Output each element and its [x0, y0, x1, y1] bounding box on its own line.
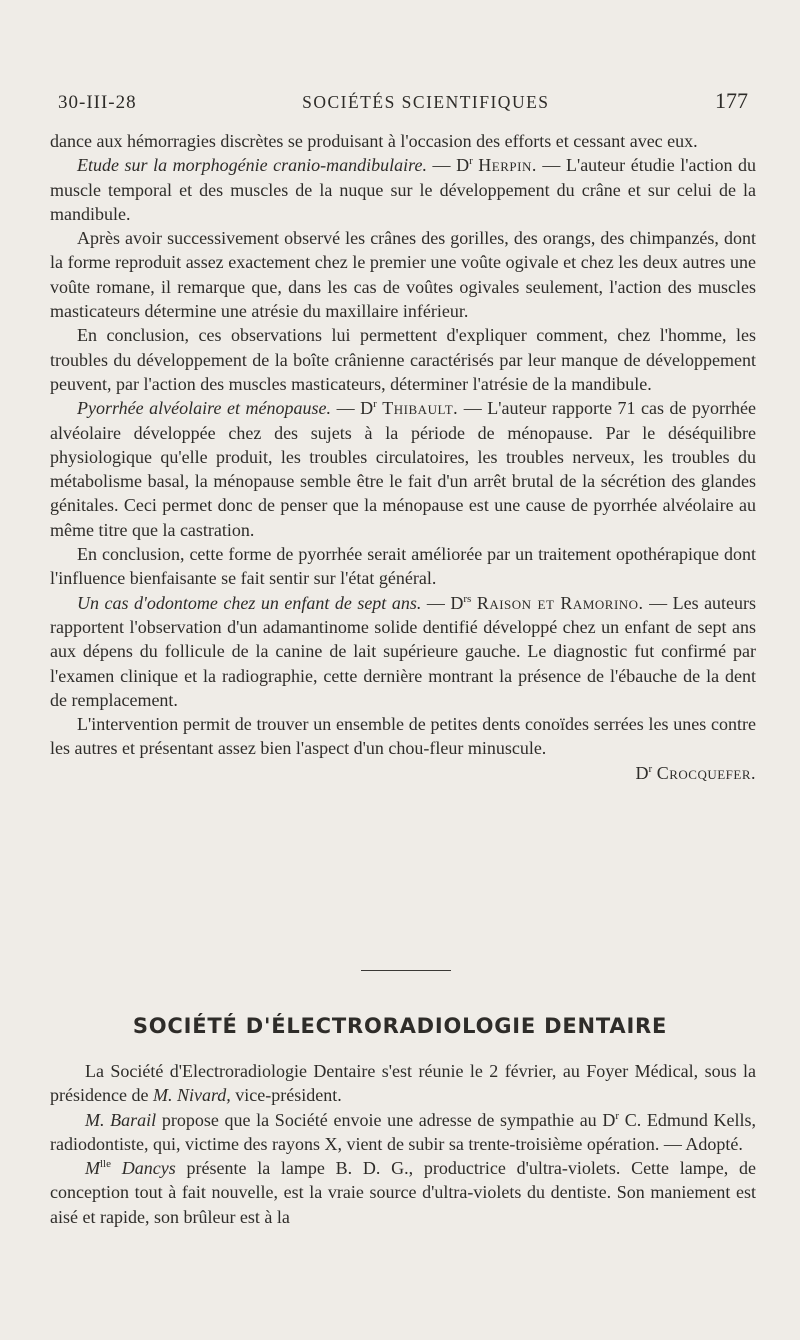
article-title: Un cas d'odontome chez un enfant de sept ans. — [77, 592, 422, 613]
article-paragraph: Après avoir successivement observé les crânes des gorilles, des orangs, des chimpanzés, dont la forme reproduit assez exactement chez le premier une voûte ogivale et chez les deux autres une voûte romane, il remarque que, dans les cas de voûtes ogivales seulement, l'action des muscles masticateurs détermine une atrésie du maxillaire inférieur. — [50, 228, 756, 322]
section-paragraph: M. Barail propose que la Société envoie une adresse de sympathie au $D^r$ C. Edmund Kells, radiodontiste, qui, victime des rayons X, vient de subir sa trente-troisième opération. — Adopté. — [50, 1109, 757, 1154]
article-paragraph: L'intervention permit de trouver un ensemble de petites dents conoïdes serrées les unes contre les autres et présentant assez bien l'aspect d'un chou-fleur minuscule. — [50, 714, 756, 759]
article-heading: Un cas d'odontome chez un enfant de sept ans. — $D^{rs}$ Raison et Ramorino. — Les auteurs rapportent l'observation d'un adamantinome solide dentifié développé chez un enfant de sept ans aux dépens du follicule de la canine de lait supérieure gauche. Le diagnostic fut confirmé par l'examen clinique et la radiographie, cette dernière montrant la présence de l'ébauche de la dent de remplacement. — [50, 592, 757, 710]
article-paragraph: En conclusion, cette forme de pyorrhée serait améliorée par un traitement opothérapique dont l'influence bienfaisante se fait sentir sur l'état général. — [50, 544, 756, 589]
article-heading: Pyorrhée alvéolaire et ménopause. — $D^r$ Thibault. — L'auteur rapporte 71 cas de pyorrhée alvéolaire développée chez des sujets à la période de ménopause. Par le déséquilibre physiologique qu'elle produit, les troubles circulatoires, les troubles nerveux, les troubles du métabolisme basal, la ménopause semble être le fait d'un arrêt brutal de la sécrétion des glandes génitales. Ceci permet donc de penser que la ménopause est une cause de pyorrhée alvéolaire au même titre que la castration. — [50, 398, 756, 540]
article-paragraph: L'auteur étudie l'action du muscle temporal et des muscles de la nuque sur le développement du crâne et sur celui de la mandibule. — [50, 155, 757, 224]
article-column — [50, 129, 756, 785]
section-column — [50, 1059, 756, 1229]
section-paragraph: $M^{lle}$ Dancys présente la lampe B. D. G., productrice d'ultra-violets. Cette lampe, de conception tout à fait nouvelle, est la vraie source d'ultra-violets du dentiste. Son maniement est aisé et rapide, son brûleur est à la — [50, 1158, 757, 1227]
article-author: Raison et Ramorino. — [476, 592, 644, 613]
continuation-paragraph: dance aux hémorragies discrètes se produisant à l'occasion des efforts et cessant avec eux. — [50, 131, 698, 151]
article-paragraph: En conclusion, ces observations lui permettent d'expliquer comment, chez l'homme, les troubles du développement de la boîte crânienne caractérisés par leur manque de développement peuvent, par l'action des muscles masticateurs, déterminer l'atrésie de la mandibule. — [50, 325, 756, 394]
page-number: 177 — [715, 88, 748, 113]
article-paragraph: L'auteur rapporte 71 cas de pyorrhée alvéolaire développée chez des sujets à la période de ménopause. Par le déséquilibre physiologique qu'elle produit, les troubles circulatoires, les troubles nerveux, les troubles du métabolisme basal, la ménopause semble être le fait d'un arrêt brutal de la sécrétion des glandes génitales. Ceci permet donc de penser que la ménopause est une cause de pyorrhée alvéolaire au même titre que la castration. — [50, 398, 756, 540]
article-heading: Etude sur la morphogénie cranio-mandibulaire. — $D^r$ Herpin. — L'auteur étudie l'action du muscle temporal et des muscles de la nuque sur le développement du crâne et sur celui de la mandibule. — [50, 155, 757, 224]
article-title: Etude sur la morphogénie cranio-mandibulaire. — [77, 155, 427, 176]
header-date: 30-III-28 — [58, 92, 137, 113]
signature: $D^r$ Crocquefer. — [635, 762, 756, 783]
section-title: SOCIÉTÉ D'ÉLECTRORADIOLOGIE DENTAIRE — [132, 1014, 668, 1038]
article-author: Thibault. — [382, 398, 459, 419]
section-divider — [361, 970, 451, 971]
page-header — [58, 88, 748, 118]
section-paragraph: La Société d'Electroradiologie Dentaire s'est réunie le 2 février, au Foyer Médical, sous la présidence de M. Nivard, vice-président. — [50, 1061, 756, 1106]
article-title: Pyorrhée alvéolaire et ménopause. — [77, 398, 332, 419]
article-paragraph: Les auteurs rapportent l'observation d'un adamantinome solide dentifié développé chez un enfant de sept ans aux dépens du follicule de la canine de lait supérieure gauche. Le diagnostic fut confirmé par l'examen clinique et la radiographie, cette dernière montrant la présence de l'ébauche de la dent de remplacement. — [50, 592, 757, 710]
running-title: SOCIÉTÉS SCIENTIFIQUES — [302, 92, 550, 112]
article-author: Herpin. — [478, 155, 537, 176]
